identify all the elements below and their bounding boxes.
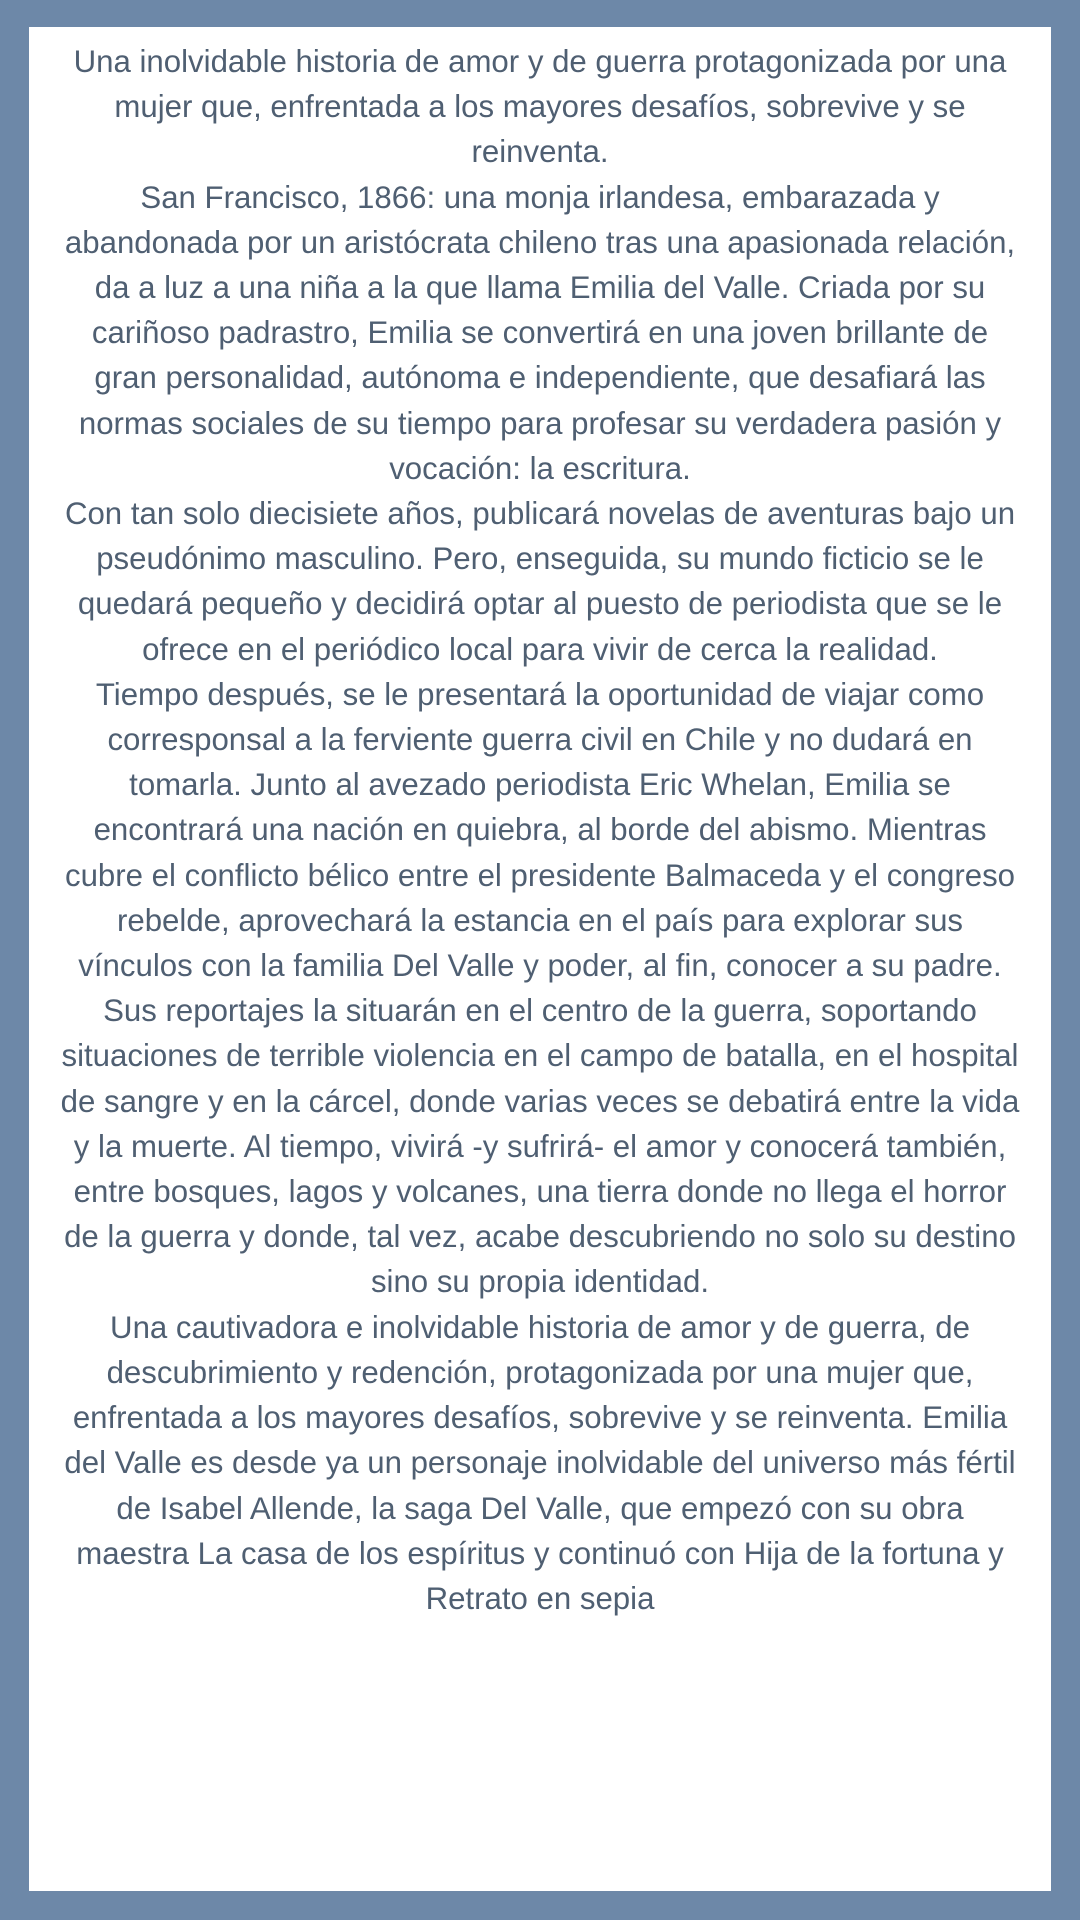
description-paragraph-3: Con tan solo diecisiete años, publicará novelas de aventuras bajo un pseudónimo masculino. Pero, enseguida, su mundo ficticio se le quedará pequeño y decidirá optar al puesto de periodista que se le ofrece en el periódico local para vivir de cerca la realidad. [64, 496, 1016, 667]
description-card [29, 27, 1051, 1891]
description-paragraph-1: Una inolvidable historia de amor y de guerra protagonizada por una mujer que, enfrentada a los mayores desafíos, sobrevive y se reinventa. [73, 44, 1007, 170]
description-paragraph-4: Tiempo después, se le presentará la oportunidad de viajar como corresponsal a la ferviente guerra civil en Chile y no dudará en tomarla. Junto al avezado periodista Eric Whelan, Emilia se encontrará una nación en quiebra, al borde del abismo. Mientras cubre el conflicto bélico entre el presidente Balmaceda y el congreso rebelde, aprovechará la estancia en el país para explorar sus vínculos con la familia Del Valle y poder, al fin, conocer a su padre. [64, 676, 1016, 984]
description-paragraph-6: Una cautivadora e inolvidable historia de amor y de guerra, de descubrimiento y redención, protagonizada por una mujer que, enfrentada a los mayores desafíos, sobrevive y se reinventa. Emilia del Valle es desde ya un personaje inolvidable del universo más fértil de Isabel Allende, la saga Del Valle, que empezó con su obra maestra La casa de los espíritus y continuó con Hija de la fortuna y Retrato en sepia [64, 1309, 1016, 1616]
description-paragraph-5: Sus reportajes la situarán en el centro de la guerra, soportando situaciones de terrible violencia en el campo de batalla, en el hospital de sangre y en la cárcel, donde varias veces se debatirá entre la vida y la muerte. Al tiempo, vivirá -y sufrirá- el amor y conocerá también, entre bosques, lagos y volcanes, una tierra donde no llega el horror de la guerra y donde, tal vez, acabe descubriendo no solo su destino sino su propia identidad. [60, 993, 1020, 1300]
description-paragraph-2: San Francisco, 1866: una monja irlandesa, embarazada y abandonada por un aristócrata chileno tras una apasionada relación, da a luz a una niña a la que llama Emilia del Valle. Criada por su cariñoso padrastro, Emilia se convertirá en una joven brillante de gran personalidad, autónoma e independiente, que desafiará las normas sociales de su tiempo para profesar su verdadera pasión y vocación: la escritura. [64, 179, 1016, 486]
